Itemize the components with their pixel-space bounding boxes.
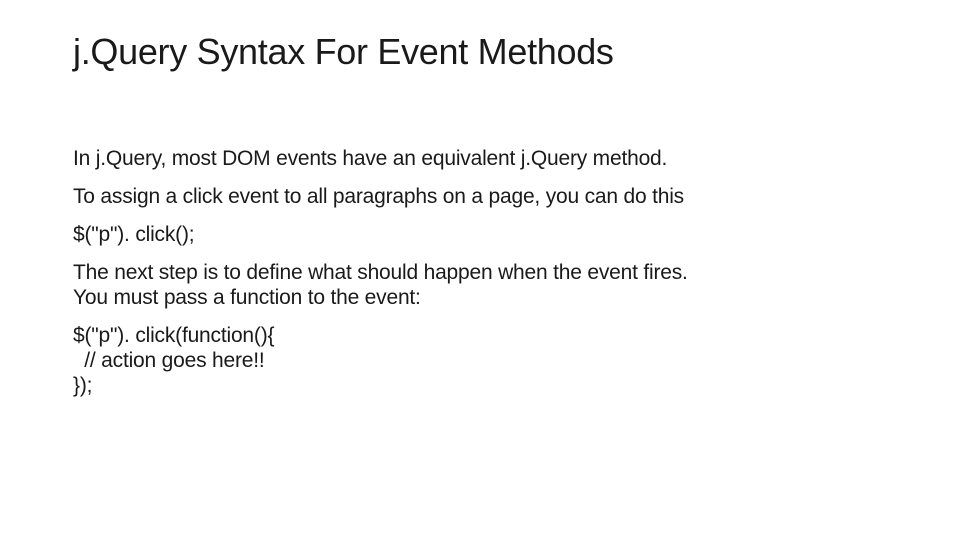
- code-line-click: $("p"). click();: [73, 223, 195, 246]
- code-line-close: });: [73, 374, 93, 397]
- slide-body: [73, 146, 933, 398]
- body-line-intro: In j.Query, most DOM events have an equivalent j.Query method.: [73, 147, 668, 170]
- code-line-comment: // action goes here!!: [73, 349, 265, 372]
- body-line-next-step: The next step is to define what should happen when the event fires.: [73, 261, 688, 284]
- code-line-click-function: $("p"). click(function(){: [73, 324, 275, 347]
- body-line-pass-function: You must pass a function to the event:: [73, 286, 421, 309]
- body-line-assign-click: To assign a click event to all paragraphs on a page, you can do this: [73, 185, 684, 208]
- slide-title: j.Query Syntax For Event Methods: [73, 31, 614, 72]
